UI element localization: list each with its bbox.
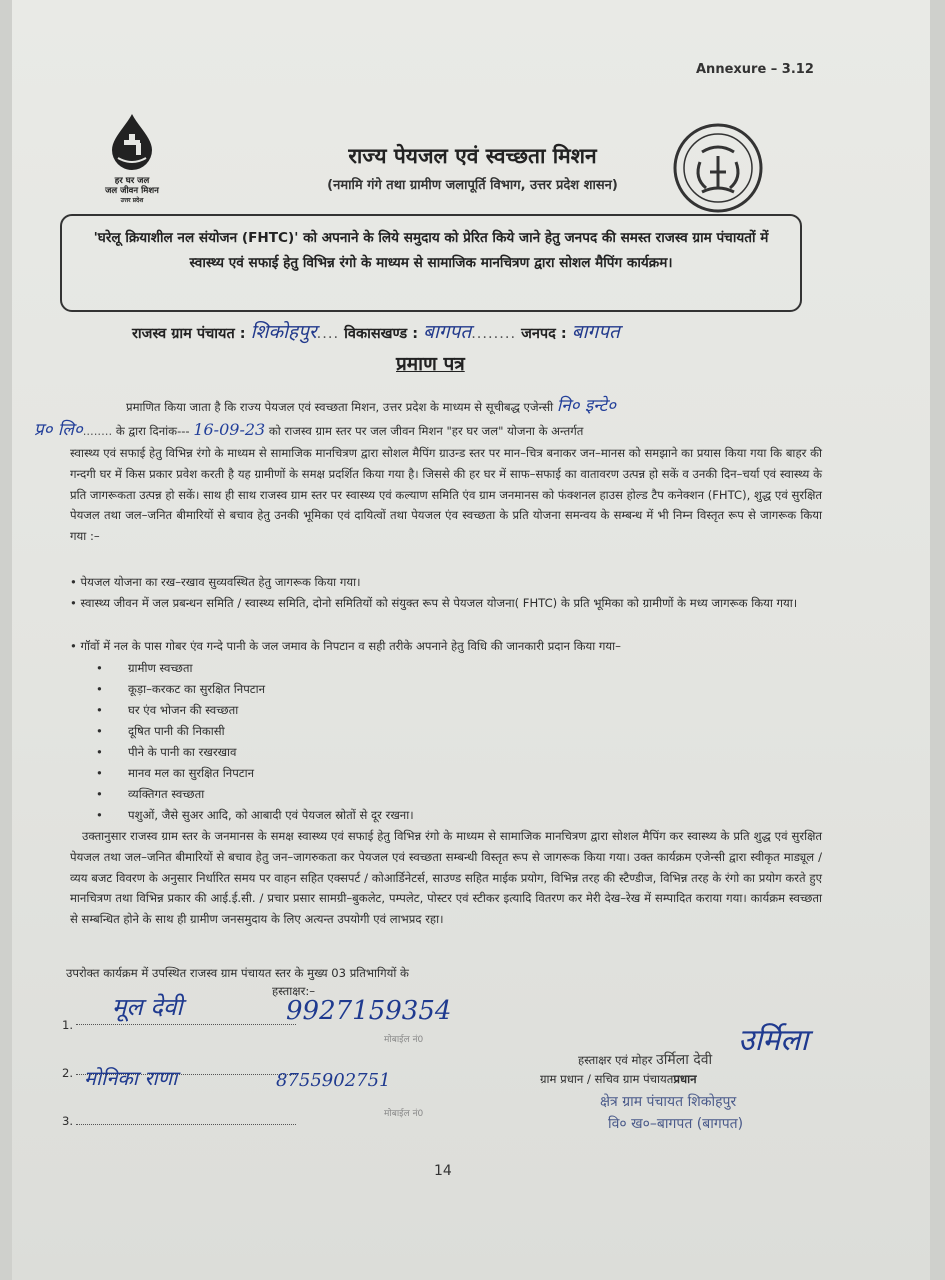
certificate-text: प्रमाणित किया जाता है कि राज्य पेयजल एवं स्वच्छता मिशन, उत्तर प्रदेश के माध्यम से सूचीबद्ध एजेन्सी	[126, 400, 554, 414]
list-item-text: ग्रामीण स्वच्छता	[128, 661, 193, 675]
annexure-label: Annexure – 3.12	[696, 62, 814, 77]
list-item-text: पशुओं, जैसे सुअर आदि, को आबादी एवं पेयजल स्रोतों से दूर रखना।	[128, 808, 414, 822]
certificate-body: स्वास्थ्य एवं सफाई हेतु विभिन्न रंगो के माध्यम से सामाजिक मानचित्रण द्वारा सोशल मैपिंग ग्राउन्ड स्तर पर मान–चित्र बनाकर जन–मानस को समझाने का प्रयास किया गया कि बाहर की गन्दगी घर में किस प्रकार प्रवेश करती है यह ग्रामीणों के समक्ष प्रदर्शित किया गया है। जिससे की हर घर में साफ–सफाई का वातावरण उत्पन्न हो सकें व उनकी दिन–चर्या एवं स्वास्थ्य के प्रति जागरूकता उत्पन्न हो सकें। साथ ही साथ राजस्व ग्राम स्तर पर स्वास्थ्य एवं कल्याण समिति एंव ग्राम जनमानस को फंक्शनल हाउस होल्ड टैप कनेक्शन (FHTC), शुद्ध एवं सुरक्षित पेयजल तथा जल–जनित बीमारियों से बचाव हेतु उनकी भूमिका एवं दायित्वों तथा पेयजल एंव स्वच्छता के प्रति योजना समन्वय के सम्बन्ध में भी निम्न विस्तृत रूप से जागरूक किया गया :–	[70, 446, 822, 544]
logo-text-line: हर घर जल	[114, 176, 150, 186]
list-item-text: व्यक्तिगत स्वच्छता	[128, 787, 205, 801]
participant-number: 3.	[62, 1114, 74, 1128]
sign-and-seal-label: हस्ताक्षर एवं मोहर	[578, 1053, 653, 1067]
list-item-text: घर एंव भोजन की स्वच्छता	[128, 703, 239, 717]
logo-text-line: जल जीवन मिशन	[105, 186, 159, 196]
pradhan-stamp-line: वि० ख०–बागपत (बागपत)	[608, 1116, 744, 1132]
participant-signature: मूल देवी	[112, 993, 183, 1021]
participants-intro: उपरोक्त कार्यक्रम में उपस्थित राजस्व ग्राम पंचायत स्तर के मुख्य 03 प्रतिभागियों के	[66, 966, 409, 980]
participant-signature: मोनिका राणा	[84, 1066, 178, 1090]
page-subtitle: (नमामि गंगे तथा ग्रामीण जलापूर्ति विभाग, उत्तर प्रदेश शासन)	[327, 178, 618, 193]
date-label: के द्वारा दिनांक	[115, 424, 178, 438]
conclusion-paragraph: उक्तानुसार राजस्व ग्राम स्तर के जनमानस के समक्ष स्वास्थ्य एवं सफाई हेतु विभिन्न रंगो के माध्यम से सामाजिक मानचित्रण द्वारा सोशल मैपिंग कर स्वास्थ्य के प्रति शुद्ध एवं सुरक्षित पेयजल तथा जल–जनित बीमारियों से बचाव हेतु जन–जागरुकता कर पेयजल एवं स्वच्छता सम्बन्धी विस्तृत रूप से जागरूक किया गया। उक्त कार्यक्रम एजेन्सी द्वारा स्वीकृत माड्यूल / व्यय बजट विवरण के अनुसार निर्धारित समय पर वाहन सहित एक्सपर्ट / कोआर्डिनेटर्स, साउण्ड सहित माईक प्रयोग, विभिन्न तरह की स्टैण्डीज, विभिन्न तरह के रंगो का प्रयोग करते हुए मानचित्रण तथा विभिन्न प्रकार की आई.ई.सी. / प्रचार प्रसार सामग्री–बुकलेट, पम्पलेट, पोस्टर एवं स्टीकर इत्यादि वितरण कर मेरी देख–रेख में सम्पादित कराया गया। कार्यक्रम स्वच्छता से सम्बन्धित होने के साथ ही ग्रामीण जनसमुदाय के लिए अत्यन्त उपयोगी एवं लाभप्रद रहा।	[70, 829, 822, 927]
programme-banner: 'घरेलू क्रियाशील नल संयोजन (FHTC)' को अपनाने के लिये समुदाय को प्रेरित किये जाने हेतु जनपद की समस्त राजस्व ग्राम पंचायतों में स्वास्थ्य एवं सफाई हेतु विभिन्न रंगो के माध्यम से सामाजिक मानचित्रण द्वारा सोशल मैपिंग कार्यक्रम।	[60, 214, 802, 312]
list-item-text: दूषित पानी की निकासी	[128, 724, 225, 738]
list-item: • पशुओं, जैसे सुअर आदि, को आबादी एवं पेयजल स्रोतों से दूर रखना।	[96, 808, 414, 822]
mobile-label: मोबाईल नं0	[384, 1109, 424, 1119]
mobile-label: मोबाईल नं0	[384, 1035, 424, 1045]
location-fields: राजस्व ग्राम पंचायत : शिकोहपुर.... विकासखण्ड : बागपत........ जनपद : बागपत	[132, 321, 620, 343]
district-value: बागपत	[571, 321, 620, 343]
gram-value: शिकोहपुर	[250, 321, 317, 343]
certificate-line-1	[70, 396, 822, 418]
bullet-item: • स्वास्थ्य जीवन में जल प्रबन्धन समिति / स्वास्थ्य समिति, दोनो समितियों को संयुक्त रूप से पेयजल योजना( FHTC) के प्रति भूमिका को ग्रामीणों के मध्य जागरूक किया गया।	[70, 596, 798, 610]
participant-phone: 8755902751	[276, 1070, 391, 1091]
list-item: • मानव मल का सुरक्षित निपटान	[96, 766, 255, 780]
block-value: बागपत	[423, 321, 472, 343]
list-item: • दूषित पानी की निकासी	[96, 724, 225, 738]
pradhan-stamp-line: क्षेत्र ग्राम पंचायत शिकोहपुर	[600, 1094, 737, 1110]
list-item-text: मानव मल का सुरक्षित निपटान	[128, 766, 255, 780]
pradhan-signature: उर्मिला	[738, 1023, 809, 1058]
certificate-line-2: प्र० लि०........ के द्वारा दिनांक--- 16-09-23 को राजस्व ग्राम स्तर पर जल जीवन मिशन "हर घर जल" योजना के अन्तर्गत	[34, 420, 584, 440]
pradhan-name: उर्मिला देवी	[656, 1052, 713, 1068]
participants-sign-label: हस्ताक्षर:–	[272, 984, 316, 998]
certificate-heading: प्रमाण पत्र	[396, 353, 465, 375]
list-item-text: कूड़ा–करकट का सुरक्षित निपटान	[128, 682, 266, 696]
certificate-text: को राजस्व ग्राम स्तर पर जल जीवन मिशन "हर घर जल" योजना के अन्तर्गत	[268, 424, 584, 438]
list-item: • ग्रामीण स्वच्छता	[96, 661, 193, 675]
bullet-item: • पेयजल योजना का रख–रखाव सुव्यवस्थित हेतु जागरूक किया गया।	[70, 575, 361, 589]
pradhan-sign-line	[578, 1050, 712, 1069]
date-handwritten: 16-09-23	[193, 420, 266, 439]
agency-handwritten-2: प्र० लि०	[34, 420, 83, 440]
participant-number: 1.	[62, 1018, 74, 1032]
participant-number: 2.	[62, 1066, 74, 1080]
sub-bullet-list	[96, 658, 414, 826]
pradhan-role: ग्राम प्रधान / सचिव ग्राम पंचायत	[540, 1072, 674, 1086]
page-number: 14	[434, 1163, 452, 1179]
bullet-item: • गॉवों में नल के पास गोबर एंव गन्दे पानी के जल जमाव के निपटान व सही तरीके अपनाने हेतु विधि की जानकारी प्रदान किया गया–	[70, 639, 621, 653]
list-item-text: पीने के पानी का रखरखाव	[128, 745, 237, 759]
district-label: जनपद :	[521, 326, 567, 342]
pradhan-role-line	[540, 1072, 697, 1087]
list-item: • कूड़ा–करकट का सुरक्षित निपटान	[96, 682, 266, 696]
block-label: विकासखण्ड :	[344, 326, 419, 342]
agency-handwritten: नि० इन्टे०	[556, 396, 617, 416]
list-item: • व्यक्तिगत स्वच्छता	[96, 787, 205, 801]
page-title: राज्य पेयजल एवं स्वच्छता मिशन	[348, 144, 597, 168]
gram-label: राजस्व ग्राम पंचायत :	[132, 326, 246, 342]
list-item: • पीने के पानी का रखरखाव	[96, 745, 237, 759]
participant-phone: 9927159354	[286, 996, 452, 1026]
list-item: • घर एंव भोजन की स्वच्छता	[96, 703, 239, 717]
stamp-role: प्रधान	[673, 1072, 697, 1086]
logo-text-line: उत्तर प्रदेश	[120, 197, 144, 204]
